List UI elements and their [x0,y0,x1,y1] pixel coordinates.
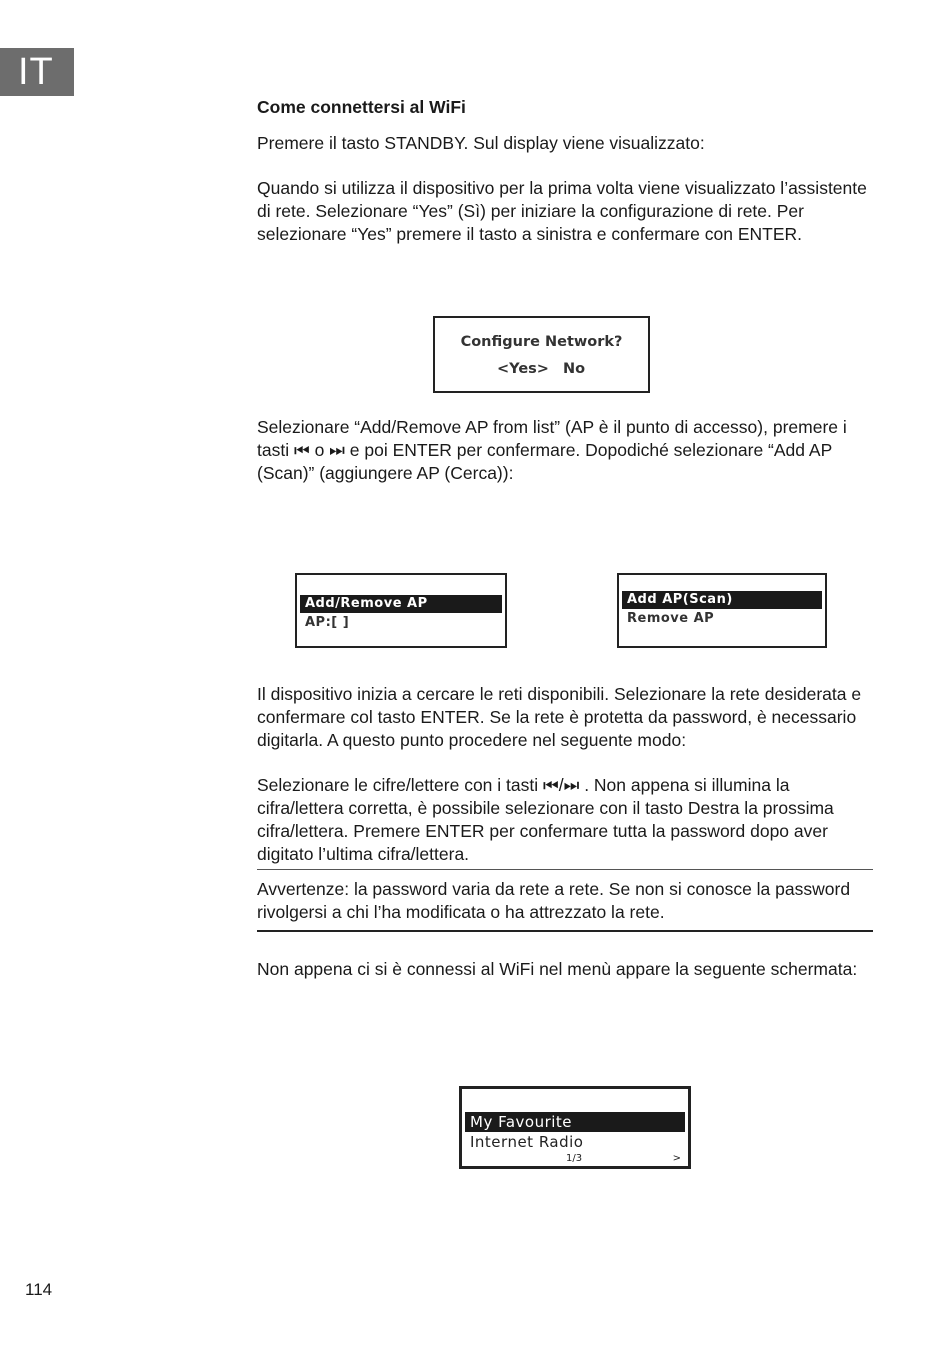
section-heading: Come connettersi al WiFi [257,97,466,117]
language-tab: IT [0,48,74,96]
display-page-indicator: 1/3 [566,1153,583,1164]
display-item: AP:[ ] [305,615,350,630]
display-add-remove-ap [295,573,507,648]
paragraph-add-remove-ap: Selezionare “Add/Remove AP from list” (AP è il punto di accesso), premere i tasti ⏮ o ⏭ e poi ENTER per confermare. Dopodiché selezionare “Add AP (Scan)” (aggiungere AP (Cerca)): [257,417,847,483]
display-yes-option: <Yes> [497,361,549,377]
display-selected-item: My Favourite [465,1112,685,1132]
display-title: Configure Network? [460,334,623,350]
paragraph-connected: Non appena ci si è connessi al WiFi nel menù appare la seguente schermata: [257,959,858,979]
warning-text: Avvertenze: la password varia da rete a rete. Se non si conosce la password rivolgersi a chi l’ha modificata o ha attrezzato la rete. [257,879,851,922]
display-main-menu [459,1086,691,1169]
warning-box [257,869,873,932]
paragraph-standby: Premere il tasto STANDBY. Sul display viene visualizzato: [257,133,705,153]
display-item: Internet Radio [470,1133,584,1151]
display-item: Remove AP [627,611,715,626]
display-add-ap-scan [617,573,827,648]
display-selected-item: Add/Remove AP [300,595,502,613]
display-configure-network [433,316,650,393]
display-selected-item: Add AP(Scan) [622,591,822,609]
page-number: 114 [25,1280,53,1299]
paragraph-search-networks: Il dispositivo inizia a cercare le reti disponibili. Selezionare la rete desiderata e confermare col tasto ENTER. Se la rete è protetta da password, è necessario digitarla. A questo punto procedere nel seguente modo: [257,684,862,750]
paragraph-enter-password: Selezionare le cifre/lettere con i tasti ⏮/⏭ . Non appena si illumina la cifra/lettera corretta, è possibile selezionare con il tasto Destra la prossima cifra/lettera. Premere ENTER per confermare tutta la password dopo aver digitato l’ultima cifra/lettera. [257,775,834,864]
chevron-right-icon: > [672,1153,681,1164]
display-no-option: No [563,361,586,377]
paragraph-network-assistant: Quando si utilizza il dispositivo per la prima volta viene visualizzato l’assistente di rete. Selezionare “Yes” (Sì) per iniziare la configurazione di rete. Per selezionare “Yes” premere il tasto a sinistra e confermare con ENTER. [257,178,867,244]
